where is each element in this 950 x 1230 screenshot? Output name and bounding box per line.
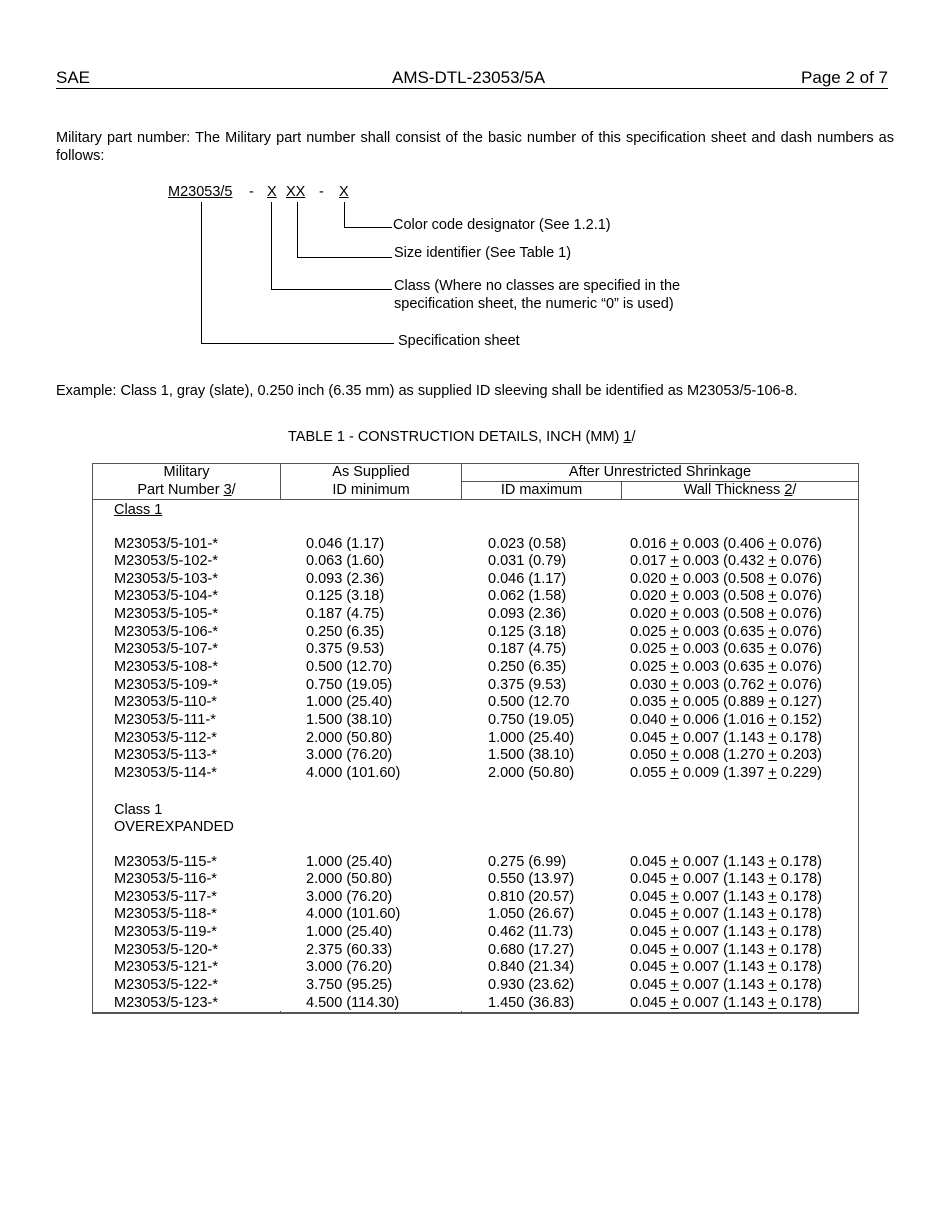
table-row [93, 906, 858, 924]
cell-id-minimum: 4.000 (101.60) [306, 764, 401, 781]
plus-minus-icon: + [670, 906, 679, 923]
section-label-overexpanded-1: Class 1 [114, 802, 163, 818]
header-doc-id: AMS-DTL-23053/5A [392, 68, 546, 87]
cell-part-number: M23053/5-101-* [114, 535, 218, 552]
cell-part-number: M23053/5-110-* [114, 694, 217, 711]
header-as-supplied: As Supplied [332, 464, 410, 480]
cell-id-minimum: 0.125 (3.18) [306, 588, 385, 605]
header-after-shrinkage: After Unrestricted Shrinkage [568, 464, 752, 480]
label-spec-sheet: Specification sheet [398, 333, 520, 349]
cell-id-maximum: 0.031 (0.79) [488, 553, 567, 570]
connector-line [201, 343, 394, 344]
plus-minus-icon: + [768, 676, 777, 693]
cell-part-number: M23053/5-106-* [114, 623, 218, 640]
plus-minus-icon: + [670, 764, 679, 781]
cell-wall-thickness: 0.020 + 0.003 (0.508 + 0.076) [630, 570, 822, 587]
plus-minus-icon: + [670, 553, 679, 570]
cell-id-minimum: 3.000 (76.20) [306, 747, 393, 764]
cell-part-number: M23053/5-111-* [114, 712, 216, 728]
cell-part-number: M23053/5-117-* [114, 888, 217, 905]
cell-id-minimum: 0.063 (1.60) [306, 553, 385, 570]
header-org: SAE [56, 68, 91, 87]
cell-wall-thickness: 0.020 + 0.003 (0.508 + 0.076) [630, 588, 822, 605]
cell-wall-thickness: 0.025 + 0.003 (0.635 + 0.076) [630, 623, 822, 640]
plus-minus-icon: + [768, 623, 777, 640]
cell-id-maximum: 0.462 (11.73) [488, 924, 574, 941]
cell-id-maximum: 0.840 (21.34) [488, 959, 575, 976]
cell-id-minimum: 0.093 (2.36) [306, 570, 385, 587]
cell-id-minimum: 0.375 (9.53) [306, 641, 385, 658]
table-row [93, 553, 858, 571]
cell-id-maximum: 0.046 (1.17) [488, 570, 567, 587]
cell-wall-thickness: 0.045 + 0.007 (1.143 + 0.178) [630, 871, 822, 888]
intro-paragraph: Military part number: The Military part number shall consist of the basic number of this specification sheet and dash numbers as follows: [56, 130, 894, 164]
plus-minus-icon: + [670, 959, 679, 976]
label-size-identifier: Size identifier (See Table 1) [394, 245, 572, 261]
cell-id-minimum: 0.500 (12.70) [306, 659, 393, 676]
cell-id-maximum: 0.250 (6.35) [488, 659, 567, 676]
connector-line [297, 257, 392, 258]
cell-part-number: M23053/5-103-* [114, 570, 218, 587]
cell-part-number: M23053/5-120-* [114, 941, 218, 958]
connector-line [344, 202, 345, 228]
diagram-size-code: XX [286, 184, 306, 200]
plus-minus-icon: + [768, 641, 777, 658]
cell-wall-thickness: 0.045 + 0.007 (1.143 + 0.178) [630, 977, 822, 994]
plus-minus-icon: + [670, 659, 679, 676]
plus-minus-icon: + [670, 994, 679, 1011]
cell-part-number: M23053/5-121-* [114, 959, 218, 976]
plus-minus-icon: + [768, 888, 777, 905]
plus-minus-icon: + [768, 712, 777, 728]
plus-minus-icon: + [670, 747, 679, 764]
cell-part-number: M23053/5-113-* [114, 747, 217, 764]
cell-id-minimum: 1.000 (25.40) [306, 853, 393, 870]
cell-id-maximum: 0.023 (0.58) [488, 535, 567, 552]
cell-wall-thickness: 0.030 + 0.003 (0.762 + 0.076) [630, 676, 822, 693]
cell-id-minimum: 0.046 (1.17) [306, 535, 385, 552]
cell-id-maximum: 0.375 (9.53) [488, 676, 567, 693]
cell-id-minimum: 3.000 (76.20) [306, 888, 393, 905]
header-part-number: Part Number 3/ [137, 482, 236, 498]
cell-part-number: M23053/5-115-* [114, 853, 217, 870]
plus-minus-icon: + [768, 977, 777, 994]
cell-part-number: M23053/5-109-* [114, 676, 218, 693]
cell-id-minimum: 3.750 (95.25) [306, 977, 393, 994]
page-header [56, 68, 888, 89]
cell-wall-thickness: 0.025 + 0.003 (0.635 + 0.076) [630, 659, 822, 676]
label-class-line1: Class (Where no classes are specified in the [394, 278, 681, 294]
table-row [93, 765, 858, 783]
cell-part-number: M23053/5-123-* [114, 994, 218, 1011]
table-row [93, 641, 858, 659]
connector-line [297, 202, 298, 258]
cell-wall-thickness: 0.045 + 0.007 (1.143 + 0.178) [630, 906, 822, 923]
plus-minus-icon: + [768, 941, 777, 958]
plus-minus-icon: + [768, 659, 777, 676]
cell-part-number: M23053/5-114-* [114, 764, 217, 781]
cell-wall-thickness: 0.040 + 0.006 (1.016 + 0.152) [630, 712, 822, 728]
connector-line [344, 227, 392, 228]
plus-minus-icon: + [670, 694, 679, 711]
table-row [93, 959, 858, 977]
table-row [93, 588, 858, 606]
cell-wall-thickness: 0.045 + 0.007 (1.143 + 0.178) [630, 924, 822, 941]
connector-line [201, 202, 202, 344]
cell-id-maximum: 1.500 (38.10) [488, 747, 575, 764]
cell-part-number: M23053/5-118-* [114, 906, 217, 923]
cell-id-minimum: 0.750 (19.05) [306, 676, 393, 693]
cell-part-number: M23053/5-105-* [114, 606, 218, 623]
plus-minus-icon: + [670, 535, 679, 552]
cell-part-number: M23053/5-107-* [114, 641, 218, 658]
cell-id-maximum: 1.450 (36.83) [488, 994, 575, 1011]
section-label-overexpanded-2: OVEREXPANDED [114, 819, 234, 835]
cell-part-number: M23053/5-119-* [114, 924, 217, 941]
cell-id-maximum: 1.050 (26.67) [488, 906, 575, 923]
plus-minus-icon: + [768, 570, 777, 587]
diagram-base-number: M23053/5 [168, 184, 233, 200]
cell-wall-thickness: 0.045 + 0.007 (1.143 + 0.178) [630, 941, 822, 958]
cell-wall-thickness: 0.016 + 0.003 (0.406 + 0.076) [630, 535, 822, 552]
plus-minus-icon: + [670, 871, 679, 888]
cell-part-number: M23053/5-122-* [114, 977, 218, 994]
cell-id-minimum: 2.000 (50.80) [306, 729, 393, 746]
plus-minus-icon: + [768, 764, 777, 781]
cell-id-minimum: 2.000 (50.80) [306, 871, 393, 888]
plus-minus-icon: + [670, 676, 679, 693]
cell-wall-thickness: 0.045 + 0.007 (1.143 + 0.178) [630, 853, 822, 870]
connector-line [271, 202, 272, 290]
table-row [93, 659, 858, 677]
cell-id-maximum: 0.187 (4.75) [488, 641, 567, 658]
table-row [93, 924, 858, 942]
cell-id-maximum: 0.275 (6.99) [488, 853, 567, 870]
plus-minus-icon: + [768, 853, 777, 870]
table-row [93, 624, 858, 642]
table-row [93, 694, 858, 712]
footnote-ref: 1 [623, 429, 632, 445]
header-military: Military [163, 464, 210, 480]
cell-wall-thickness: 0.055 + 0.009 (1.397 + 0.229) [630, 764, 822, 781]
cell-wall-thickness: 0.050 + 0.008 (1.270 + 0.203) [630, 747, 822, 764]
cell-id-minimum: 0.187 (4.75) [306, 606, 385, 623]
plus-minus-icon: + [670, 712, 679, 728]
cell-id-minimum: 1.500 (38.10) [306, 712, 393, 728]
section-label-class-1: Class 1 [114, 502, 163, 518]
table-row [93, 677, 858, 695]
plus-minus-icon: + [768, 959, 777, 976]
plus-minus-icon: + [768, 994, 777, 1011]
cell-id-minimum: 3.000 (76.20) [306, 959, 393, 976]
cell-id-minimum: 1.000 (25.40) [306, 924, 393, 941]
diagram-dash-1: - [249, 184, 254, 200]
table-row [93, 995, 858, 1013]
diagram-class-code: X [267, 184, 277, 200]
table-row [93, 977, 858, 995]
cell-id-minimum: 1.000 (25.40) [306, 694, 393, 711]
cell-wall-thickness: 0.025 + 0.003 (0.635 + 0.076) [630, 641, 822, 658]
table-row [93, 854, 858, 872]
plus-minus-icon: + [768, 694, 777, 711]
cell-id-maximum: 0.125 (3.18) [488, 623, 567, 640]
plus-minus-icon: + [670, 729, 679, 746]
plus-minus-icon: + [768, 535, 777, 552]
cell-part-number: M23053/5-108-* [114, 659, 218, 676]
table-row [93, 747, 858, 765]
table-row [93, 871, 858, 889]
plus-minus-icon: + [670, 623, 679, 640]
example-text: Example: Class 1, gray (slate), 0.250 inch (6.35 mm) as supplied ID sleeving shall be identified as M23053/5-106-8. [56, 383, 798, 399]
plus-minus-icon: + [670, 888, 679, 905]
plus-minus-icon: + [768, 553, 777, 570]
cell-id-maximum: 0.680 (17.27) [488, 941, 575, 958]
plus-minus-icon: + [768, 588, 777, 605]
cell-part-number: M23053/5-116-* [114, 871, 217, 888]
plus-minus-icon: + [670, 977, 679, 994]
plus-minus-icon: + [670, 853, 679, 870]
table-row [93, 730, 858, 748]
plus-minus-icon: + [768, 871, 777, 888]
cell-wall-thickness: 0.045 + 0.007 (1.143 + 0.178) [630, 959, 822, 976]
plus-minus-icon: + [670, 924, 679, 941]
cell-id-minimum: 2.375 (60.33) [306, 941, 393, 958]
table-row [93, 571, 858, 589]
table-title: TABLE 1 - CONSTRUCTION DETAILS, INCH (MM) 1/ [288, 429, 636, 445]
cell-wall-thickness: 0.045 + 0.007 (1.143 + 0.178) [630, 888, 822, 905]
cell-id-minimum: 0.250 (6.35) [306, 623, 385, 640]
cell-id-maximum: 0.930 (23.62) [488, 977, 575, 994]
cell-id-maximum: 2.000 (50.80) [488, 764, 575, 781]
header-wall-thickness: Wall Thickness 2/ [683, 482, 797, 498]
header-id-minimum: ID minimum [332, 482, 410, 498]
cell-id-minimum: 4.000 (101.60) [306, 906, 401, 923]
label-class-line2: specification sheet, the numeric “0” is used) [394, 296, 674, 312]
diagram-dash-2: - [319, 184, 324, 200]
label-color-code: Color code designator (See 1.2.1) [393, 217, 611, 233]
plus-minus-icon: + [670, 570, 679, 587]
cell-id-maximum: 1.000 (25.40) [488, 729, 575, 746]
table-row [93, 606, 858, 624]
header-id-maximum: ID maximum [500, 482, 583, 498]
table-row [93, 536, 858, 554]
plus-minus-icon: + [670, 941, 679, 958]
cell-part-number: M23053/5-102-* [114, 553, 218, 570]
cell-id-maximum: 0.810 (20.57) [488, 888, 575, 905]
cell-wall-thickness: 0.045 + 0.007 (1.143 + 0.178) [630, 994, 822, 1011]
table-row [93, 889, 858, 907]
cell-part-number: M23053/5-104-* [114, 588, 218, 605]
plus-minus-icon: + [670, 641, 679, 658]
cell-wall-thickness: 0.035 + 0.005 (0.889 + 0.127) [630, 694, 822, 711]
table-row [93, 942, 858, 960]
connector-line [271, 289, 392, 290]
header-page-number: Page 2 of 7 [801, 68, 888, 87]
diagram-color-code: X [339, 184, 349, 200]
cell-wall-thickness: 0.020 + 0.003 (0.508 + 0.076) [630, 606, 822, 623]
cell-id-maximum: 0.550 (13.97) [488, 871, 575, 888]
plus-minus-icon: + [768, 924, 777, 941]
plus-minus-icon: + [768, 906, 777, 923]
cell-part-number: M23053/5-112-* [114, 729, 217, 746]
plus-minus-icon: + [768, 747, 777, 764]
cell-id-maximum: 0.062 (1.58) [488, 588, 567, 605]
cell-id-maximum: 0.500 (12.70 [488, 694, 570, 711]
plus-minus-icon: + [768, 606, 777, 623]
plus-minus-icon: + [670, 606, 679, 623]
table-row [93, 712, 858, 730]
cell-id-maximum: 0.750 (19.05) [488, 712, 575, 728]
plus-minus-icon: + [768, 729, 777, 746]
construction-details-table [92, 463, 859, 1014]
cell-id-maximum: 0.093 (2.36) [488, 606, 567, 623]
plus-minus-icon: + [670, 588, 679, 605]
cell-wall-thickness: 0.045 + 0.007 (1.143 + 0.178) [630, 729, 822, 746]
cell-wall-thickness: 0.017 + 0.003 (0.432 + 0.076) [630, 553, 822, 570]
cell-id-minimum: 4.500 (114.30) [306, 994, 400, 1011]
